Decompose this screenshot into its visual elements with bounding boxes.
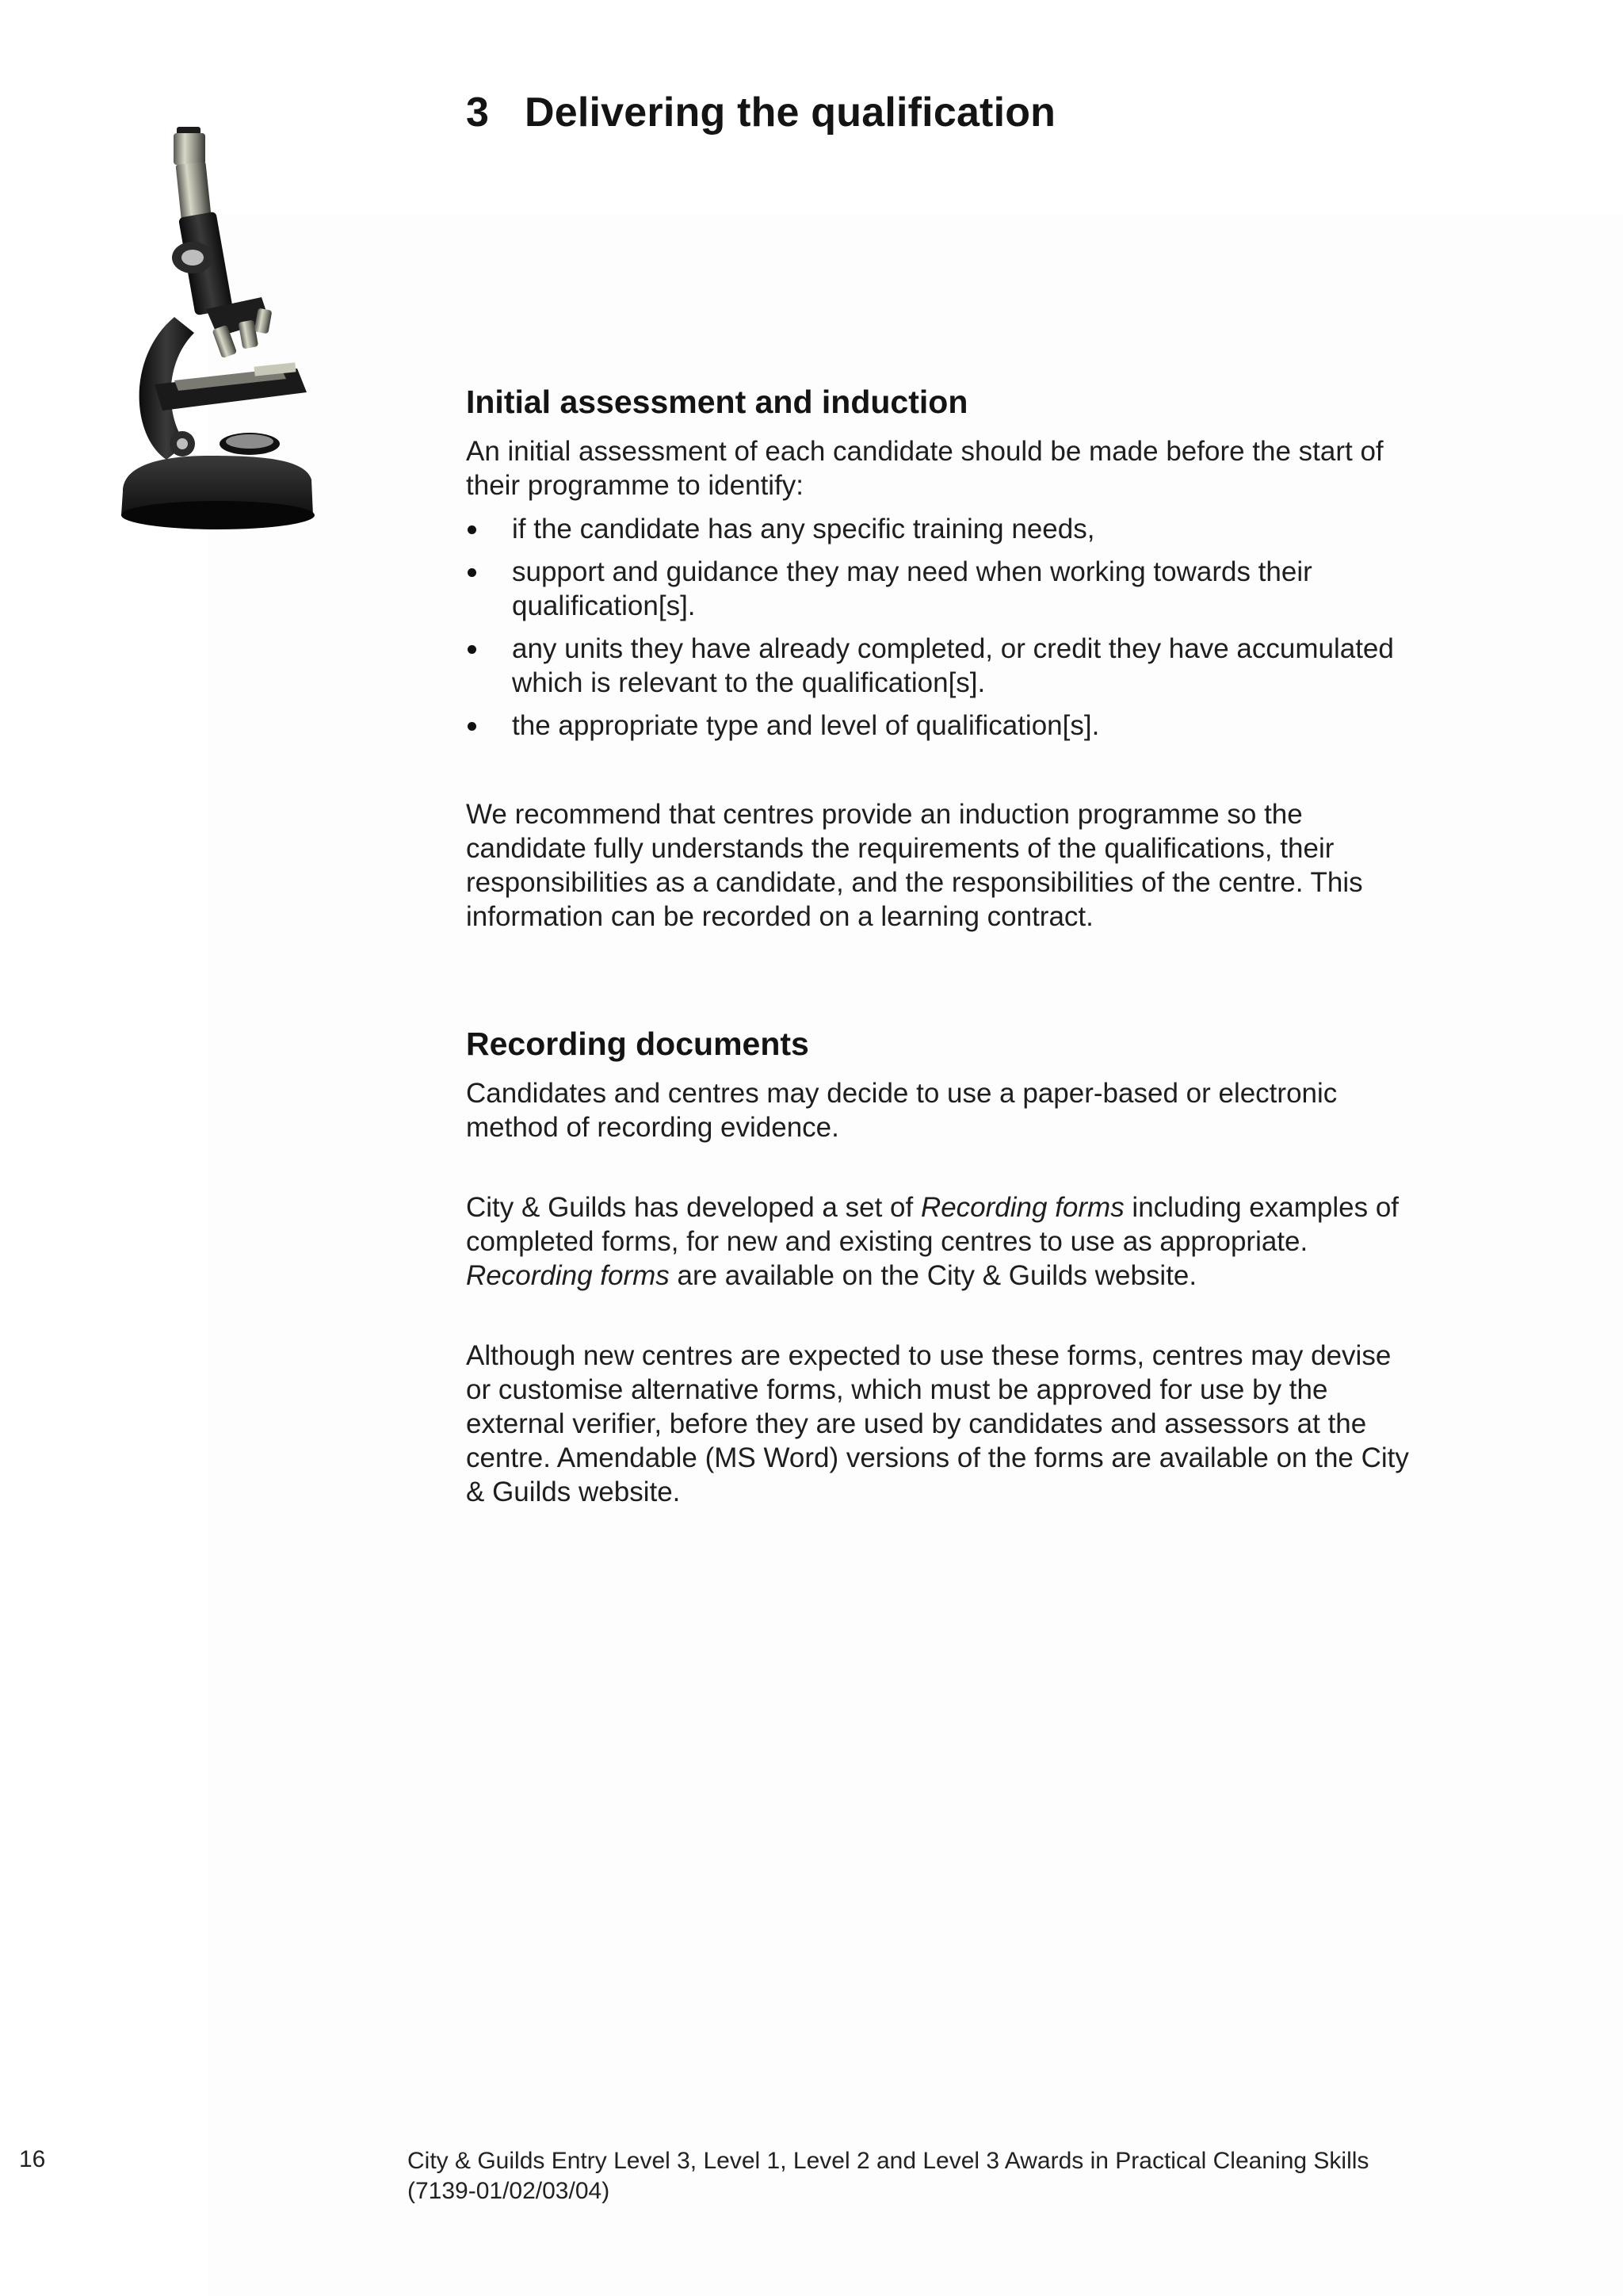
section-heading-recording-documents: Recording documents xyxy=(466,1026,809,1062)
italic-text: Recording forms xyxy=(466,1260,670,1291)
list-item xyxy=(466,512,1409,546)
text-run: City & Guilds has developed a set of xyxy=(466,1192,921,1223)
chapter-number: 3 xyxy=(466,90,490,136)
italic-text: Recording forms xyxy=(920,1192,1125,1223)
chapter-title xyxy=(466,89,1056,136)
chapter-title-text: Delivering the qualification xyxy=(525,90,1056,136)
list-item xyxy=(466,632,1409,700)
bullet-icon xyxy=(468,525,476,534)
paragraph: We recommend that centres provide an induction programme so the candidate fully understands the requirements of the qualifications, their responsibilities as a candidate, and the responsibilities of the centre. This information can be recorded on a learning contract. xyxy=(466,799,1363,932)
list-item-text: if the candidate has any specific training needs, xyxy=(512,514,1095,544)
paragraph: Although new centres are expected to use these forms, centres may devise or customise alternative forms, which must be approved for use by the external verifier, before they are used by candidates and assessors at the centre. Amendable (MS Word) versions of the forms are available on the City & Guilds website. xyxy=(466,1340,1409,1507)
bullet-icon xyxy=(468,722,476,731)
paragraph: An initial assessment of each candidate should be made before the start of their programme to identify: xyxy=(466,436,1384,501)
text-run: are available on the City & Guilds website. xyxy=(669,1260,1197,1291)
list-item-text: any units they have already completed, or credit they have accumulated which is relevant to the qualification[s]. xyxy=(512,633,1394,698)
text-run: including examples of completed forms, for new and existing centres to use as appropriate. xyxy=(466,1192,1400,1257)
bullet-icon xyxy=(468,568,476,577)
list-item-text: the appropriate type and level of qualification[s]. xyxy=(512,710,1100,741)
list-item xyxy=(466,555,1409,623)
paragraph: Candidates and centres may decide to use a paper-based or electronic method of recording evidence. xyxy=(466,1078,1338,1143)
main-content xyxy=(466,380,1409,1509)
page-number: 16 xyxy=(19,2146,46,2172)
section-heading-initial-assessment: Initial assessment and induction xyxy=(466,384,968,420)
microscope-icon xyxy=(99,119,329,543)
footer-text: City & Guilds Entry Level 3, Level 1, Level 2 and Level 3 Awards in Practical Cleaning Skills (7139-01/02/03/04) xyxy=(407,2148,1369,2204)
paragraph xyxy=(466,1190,1409,1293)
list-item-text: support and guidance they may need when working towards their qualification[s]. xyxy=(512,556,1312,621)
list-item xyxy=(466,709,1409,743)
bullet-list xyxy=(466,512,1409,743)
bullet-icon xyxy=(468,645,476,654)
